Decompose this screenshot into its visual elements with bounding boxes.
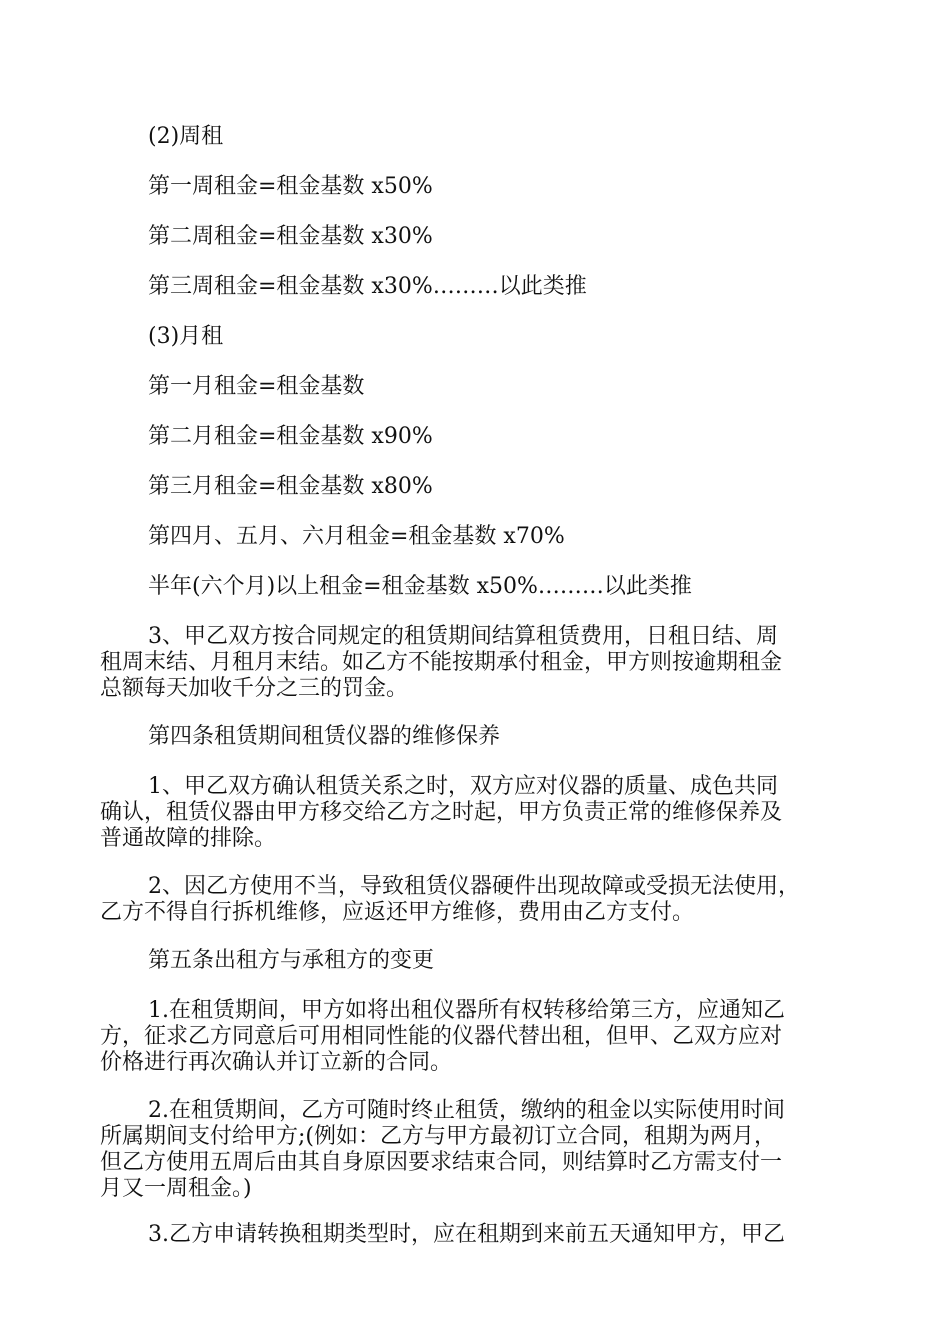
paragraph-5-2-line-3: 但乙方使用五周后由其自身原因要求结束合同，则结算时乙方需支付一 — [100, 1150, 783, 1175]
weekly-rent-line-1: 第一周租金=租金基数 x50% — [148, 174, 433, 199]
paragraph-3-line-2: 租周末结、月租月末结。如乙方不能按期承付租金，甲方则按逾期租金 — [100, 650, 783, 675]
paragraph-4-1-line-3: 普通故障的排除。 — [100, 826, 277, 851]
paragraph-5-2-line-1: 2.在租赁期间，乙方可随时终止租赁，缴纳的租金以实际使用时间 — [148, 1098, 785, 1123]
half-year-rent-line: 半年(六个月)以上租金=租金基数 x50%………以此类推 — [148, 574, 692, 599]
monthly-rent-line-3: 第三月租金=租金基数 x80% — [148, 474, 433, 499]
monthly-rent-line-4: 第四月、五月、六月租金=租金基数 x70% — [148, 524, 565, 549]
paragraph-4-1-line-1: 1、甲乙双方确认租赁关系之时，双方应对仪器的质量、成色共同 — [148, 774, 778, 799]
paragraph-4-2-line-1: 2、因乙方使用不当，导致租赁仪器硬件出现故障或受损无法使用， — [148, 874, 800, 899]
paragraph-5-2-line-4: 月又一周租金。) — [100, 1176, 252, 1201]
paragraph-5-2-line-2: 所属期间支付给甲方;(例如：乙方与甲方最初订立合同，租期为两月， — [100, 1124, 776, 1149]
monthly-rent-line-2: 第二月租金=租金基数 x90% — [148, 424, 433, 449]
paragraph-4-1-line-2: 确认，租赁仪器由甲方移交给乙方之时起，甲方负责正常的维修保养及 — [100, 800, 783, 825]
weekly-rent-line-2: 第二周租金=租金基数 x30% — [148, 224, 433, 249]
paragraph-3-line-3: 总额每天加收千分之三的罚金。 — [100, 676, 409, 701]
article-4-heading: 第四条租赁期间租赁仪器的维修保养 — [148, 724, 501, 749]
article-5-heading: 第五条出租方与承租方的变更 — [148, 948, 435, 973]
paragraph-5-3-line-1: 3.乙方申请转换租期类型时，应在租期到来前五天通知甲方，甲乙 — [148, 1222, 785, 1247]
monthly-rent-line-1: 第一月租金=租金基数 — [148, 374, 365, 399]
paragraph-3-line-1: 3、甲乙双方按合同规定的租赁期间结算租赁费用，日租日结、周 — [148, 624, 778, 649]
paragraph-4-2-line-2: 乙方不得自行拆机维修，应返还甲方维修，费用由乙方支付。 — [100, 900, 695, 925]
paragraph-5-1-line-3: 价格进行再次确认并订立新的合同。 — [100, 1050, 453, 1075]
section-title-weekly: (2)周租 — [148, 124, 224, 149]
section-title-monthly: (3)月租 — [148, 324, 224, 349]
paragraph-5-1-line-1: 1.在租赁期间，甲方如将出租仪器所有权转移给第三方，应通知乙 — [148, 998, 785, 1023]
paragraph-5-1-line-2: 方，征求乙方同意后可用相同性能的仪器代替出租，但甲、乙双方应对 — [100, 1024, 783, 1049]
weekly-rent-line-3: 第三周租金=租金基数 x30%………以此类推 — [148, 274, 587, 299]
